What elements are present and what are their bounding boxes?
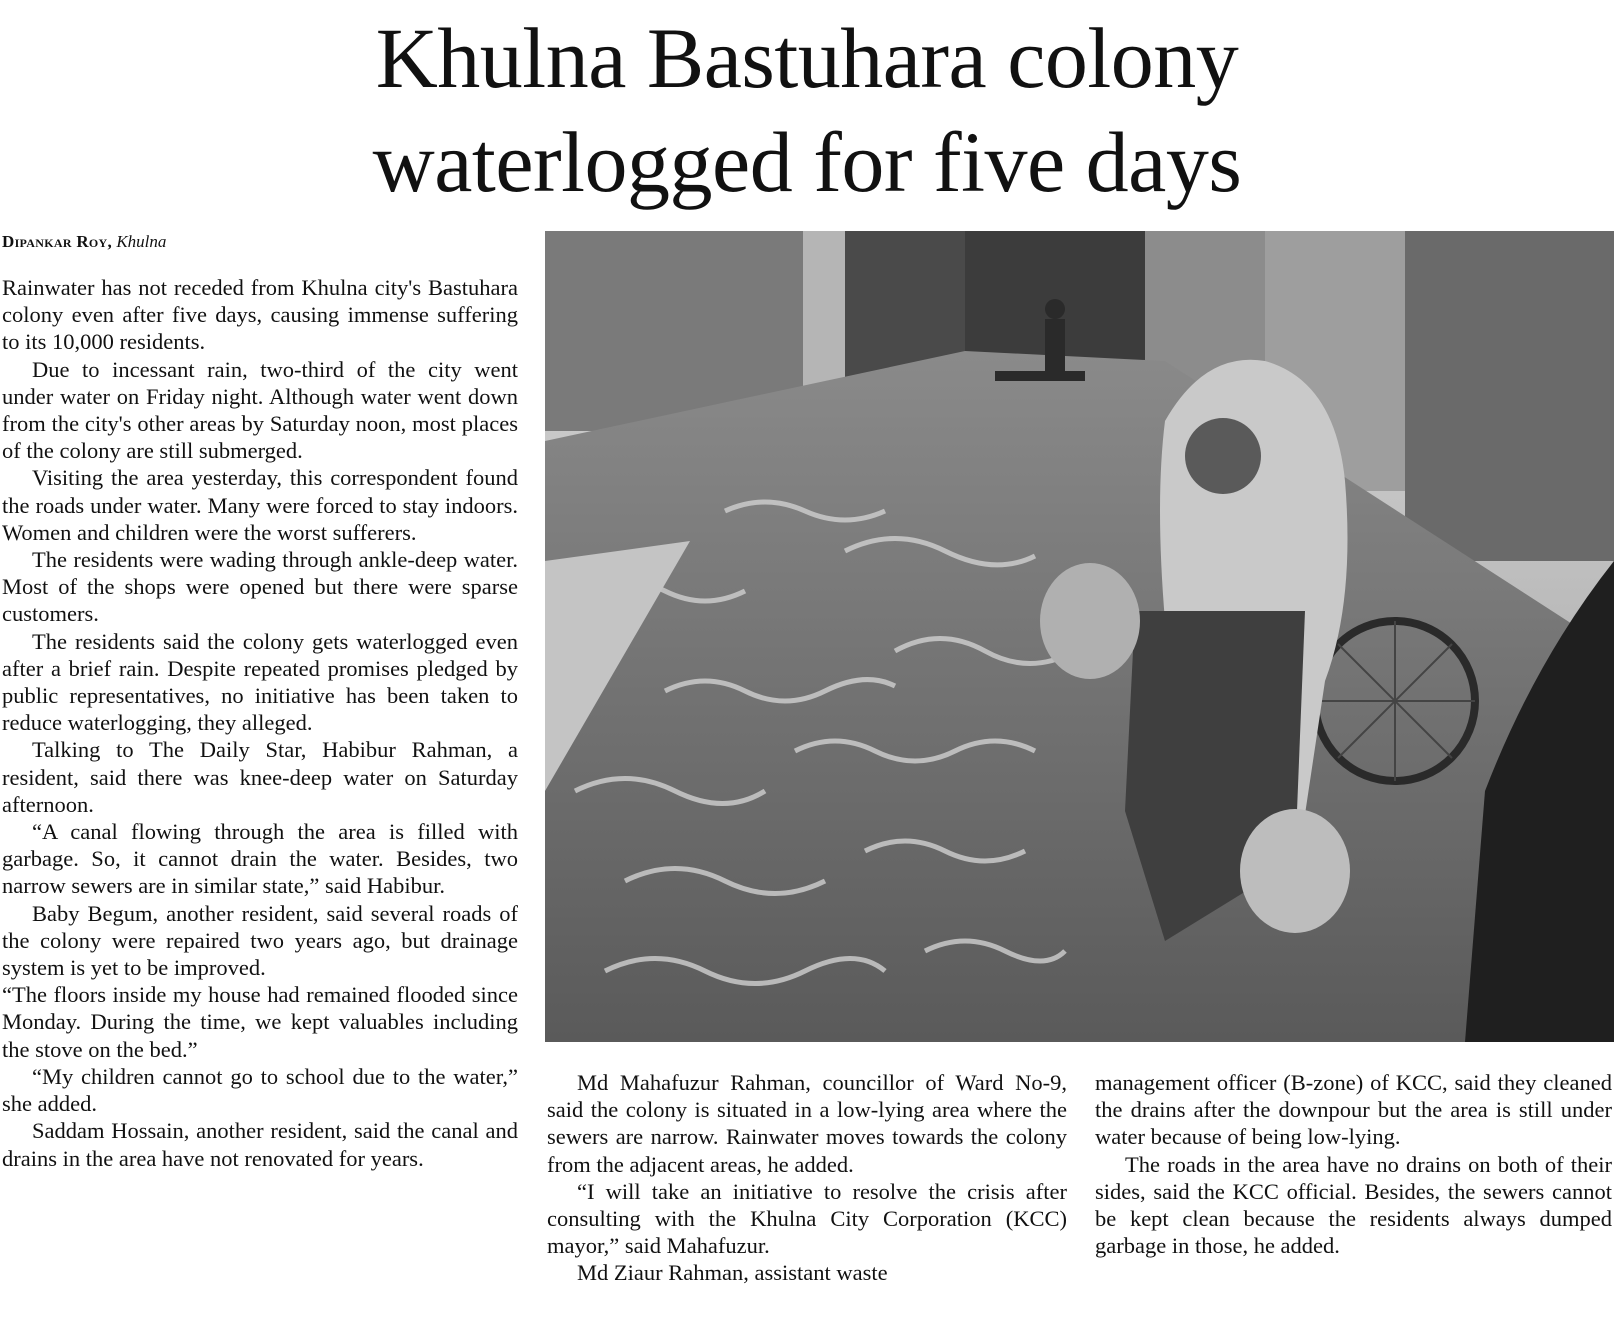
article-column-2 xyxy=(547,1069,1067,1321)
paragraph: Talking to The Daily Star, Habibur Rahman, a resident, said there was knee-deep water on Saturday afternoon. xyxy=(2,737,518,817)
headline-line-2: waterlogged for five days xyxy=(372,114,1242,210)
paragraph: “My children cannot go to school due to the water,” she added. xyxy=(2,1063,518,1117)
paragraph: The residents said the colony gets waterlogged even after a brief rain. Despite repeated promises pledged by public representatives, no initiative has been taken to reduce waterlogging, they alleged. xyxy=(2,628,518,736)
paragraph: Md Ziaur Rahman, assistant waste xyxy=(577,1260,888,1286)
byline xyxy=(2,232,166,252)
paragraph: “A canal flowing through the area is filled with garbage. So, it cannot drain the water. Besides, two narrow sewers are in similar state,” said Habibur. xyxy=(2,819,518,899)
paragraph: Visiting the area yesterday, this correspondent found the roads under water. Many were forced to stay indoors. Women and children were the worst sufferers. xyxy=(2,465,518,545)
photo-icon xyxy=(545,231,1614,1042)
headline xyxy=(0,6,1614,214)
byline-location: Khulna xyxy=(116,232,167,251)
paragraph: “The floors inside my house had remained flooded since Monday. During the time, we kept valuables including the stove on the bed.” xyxy=(2,982,518,1062)
paragraph: Rainwater has not receded from Khulna city's Bastuhara colony even after five days, causing immense suffering to its 10,000 residents. xyxy=(2,275,518,355)
article-column-1 xyxy=(2,274,518,1319)
byline-author: Dipankar Roy, xyxy=(2,232,113,251)
paragraph: Md Mahafuzur Rahman, councillor of Ward No-9, said the colony is situated in a low-lying area where the sewers are narrow. Rainwater moves towards the colony from the adjacent areas, he added. xyxy=(547,1070,1067,1177)
paragraph: Due to incessant rain, two-third of the city went under water on Friday night. Although water went down from the city's other areas by Saturday noon, most places of the colony are still submerged. xyxy=(2,356,518,464)
paragraph: Saddam Hossain, another resident, said the canal and drains in the area have not renovated for years. xyxy=(2,1118,518,1171)
paragraph: The residents were wading through ankle-deep water. Most of the shops were opened but there were sparse customers. xyxy=(2,547,518,627)
paragraph: The roads in the area have no drains on both of their sides, said the KCC official. Besides, the sewers cannot be kept clean because the residents always dumped garbage in those, he added. xyxy=(1095,1151,1612,1259)
paragraph: Baby Begum, another resident, said several roads of the colony were repaired two years ago, but drainage system is yet to be improved. xyxy=(2,900,518,981)
flooded-street-photo xyxy=(545,231,1614,1042)
paragraph: “I will take an initiative to resolve the crisis after consulting with the Khulna City Corporation (KCC) mayor,” said Mahafuzur. xyxy=(547,1178,1067,1259)
headline-line-1: Khulna Bastuhara colony xyxy=(375,10,1239,106)
article-column-3 xyxy=(1095,1069,1612,1321)
paragraph: management officer (B-zone) of KCC, said they cleaned the drains after the downpour but the area is still under water because of being low-lying. xyxy=(1095,1070,1612,1150)
